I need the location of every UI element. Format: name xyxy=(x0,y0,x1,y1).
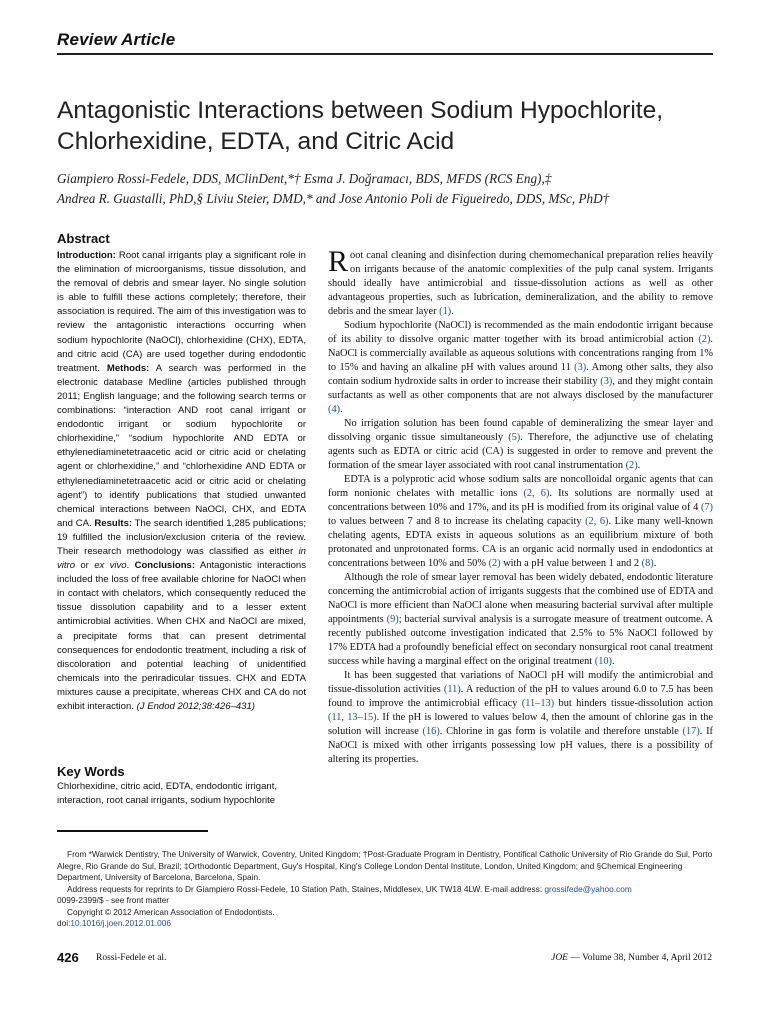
paragraph-text: . Therefore, the adjunctive use of chelating agents such as EDTA or citric acid (CA) is suggested in order to remove and prevent the formation of the smear layer associated with root canal instrumentation xyxy=(328,432,713,471)
journal-info: — Volume 38, Number 4, April 2012 xyxy=(568,953,712,963)
paragraph-text: . NaOCl is commercially available as aqueous solutions with concentrations ranging from 1% to 15% and having an alkaline pH with values around 11 xyxy=(328,334,713,373)
page-number: 426 xyxy=(57,950,79,965)
affiliations-note: From *Warwick Dentistry, The University of Warwick, Coventry, United Kingdom; †Post-Graduate Program in Dentistry, Pontifical Catholic University of Rio Grande do Sul, Porto Alegre, Rio Grande do Sul, Brazil; ‡Orthodontic Department, Guy's Hospital, King's College London Dental Institute, London, United Kingdom; and §Chemical Engineering Department, University of Barcelona, Barcelona, Spain. xyxy=(57,849,713,882)
paragraph-text: . If the pH is lowered to values below 4, then the amount of chlorine gas in the solution will increase xyxy=(328,712,713,737)
conclusions-text: Antagonistic interactions included the loss of free available chlorine for NaOCl when in contact with chelators, which consequently reduced the tissue dissolution capability and to a lesser extent antimicrobial activities. When CHX and NaOCl are mixed, a precipitate forms that can present detrimental consequences for endodontic treatment, including a risk of discoloration and potential leaching of unidentified chemicals into the periradicular tissues. CHX and EDTA mixtures cause a precipitate, whereas CHX and CA do not exhibit interaction. xyxy=(57,560,307,712)
article-title: Antagonistic Interactions between Sodium Hypochlorite, Chlorhexidine, EDTA, and Citric Acid xyxy=(57,97,664,155)
paragraph-text: . Among other salts, they also contain sodium hydroxide salts in order to increase their stability xyxy=(328,362,713,387)
in-vitro-term: in vitro xyxy=(57,545,306,572)
footnote-rule xyxy=(57,830,208,832)
reference-link[interactable]: (11–13) xyxy=(521,698,555,709)
reference-link[interactable]: (8) xyxy=(641,558,654,569)
header-rule xyxy=(57,53,713,55)
running-author: Rossi-Fedele et al. xyxy=(96,953,167,963)
paragraph-text: . Like many well-known chelating agents, EDTA exists in aqueous solutions as an equilibrium mixture of both protonated and unprotonated forms. CA is an organic acid normally used in endodontics at concentrations between 10% and 50% xyxy=(328,516,713,569)
journal-citation: (J Endod 2012;38:426–431) xyxy=(136,701,255,712)
reference-link[interactable]: (4) xyxy=(328,404,341,415)
paragraph-text: . xyxy=(637,460,641,471)
journal-abbrev: JOE xyxy=(551,953,568,963)
keywords-heading: Key Words xyxy=(57,764,125,779)
reference-link[interactable]: (2, 6) xyxy=(523,488,550,499)
paragraph-text: . xyxy=(611,656,615,667)
paragraph-text: . A reduction of the pH to values around 6.0 to 7.5 has been found to improve the antimicrobial efficacy xyxy=(328,684,713,709)
keywords-body: Chlorhexidine, citric acid, EDTA, endodontic irrigant, interaction, root canal irrigants, sodium hypochlorite xyxy=(57,781,278,807)
email-link[interactable]: grossifede@yahoo.com xyxy=(544,883,632,894)
paragraph-6 xyxy=(328,669,713,767)
paragraph-text: Although the role of smear layer removal has been widely debated, endodontic literature concerning the antimicrobial action of irrigants suggests that the combined use of EDTA and NaOCl is more efficient than NaOCl alone when measuring bacterial survival after multiple appointments xyxy=(328,572,713,625)
reference-link[interactable]: (2) xyxy=(698,334,711,345)
paragraph-5 xyxy=(328,571,713,669)
author-list xyxy=(57,169,727,209)
paragraph-text: . xyxy=(653,558,657,569)
reference-link[interactable]: (11, 13–15) xyxy=(328,712,377,723)
reference-link[interactable]: (1) xyxy=(439,306,452,317)
results-label: Results: xyxy=(94,517,133,529)
abstract-body xyxy=(57,249,306,714)
paragraph-text: but hinders tissue-dissolution action xyxy=(554,698,713,709)
reference-link[interactable]: (5) xyxy=(508,432,521,443)
results-period: . xyxy=(126,560,135,572)
paragraph-text: EDTA is a polyprotic acid whose sodium salts are noncolloidal organic agents that can form nonionic chelates with metallic ions xyxy=(328,474,713,499)
reference-link[interactable]: (2) xyxy=(625,460,638,471)
methods-text: A search was performed in the electronic database Medline (articles published through 2011; English language; and the following search terms or combinations: “interaction AND root canal irrigant or endodontic irrigant or sodium hypochlorite or chlorhexidine,” “sodium hypochlorite AND EDTA or ethylenediaminetetraacetic acid or citric acid or chelating agent or chlorhexidine,” and “chlorhexidine AND EDTA or ethylenediaminetetraacetic acid or citric acid or chelating agent”) to identify publications that studied unwanted chemical interactions between NaOCl, CHX, and EDTA and CA. xyxy=(57,362,306,529)
intro-label: Introduction: xyxy=(57,250,116,261)
paragraph-text: . Chlorine in gas form is volatile and therefore unstable xyxy=(439,726,683,737)
author-line-1: Giampiero Rossi-Fedele, DDS, MClinDent,*† Esma J. Doğramacı, BDS, MFDS (RCS Eng),‡ xyxy=(57,171,552,186)
doi-label: doi: xyxy=(57,918,71,928)
reference-link[interactable]: (11) xyxy=(443,684,461,695)
reference-link[interactable]: (10) xyxy=(594,656,612,667)
reference-link[interactable]: (7) xyxy=(700,502,713,513)
address-note xyxy=(57,884,713,896)
paragraph-text: with a pH value between 1 and 2 xyxy=(500,558,642,569)
abstract-heading: Abstract xyxy=(57,231,110,246)
address-text: Address requests for reprints to Dr Giampiero Rossi-Fedele, 10 Station Path, Staines, Middlesex, UK TW18 4LW. E-mail address: xyxy=(67,883,545,894)
methods-label: Methods: xyxy=(106,362,150,374)
doi-note xyxy=(57,918,713,930)
paragraph-text: to values between 7 and 8 to increase its chelating capacity xyxy=(328,516,586,527)
paragraph-3 xyxy=(328,417,713,473)
or-word: or xyxy=(75,560,95,572)
reference-link[interactable]: (16) xyxy=(422,726,440,737)
paragraph-text: . If NaOCl is mixed with other irrigants possessing low pH values, there is a possibility of altering its properties. xyxy=(328,726,713,765)
intro-text: Root canal irrigants play a significant role in the elimination of microorganisms, tissue dissolution, and the removal of debris and smear layer. No single solution is able to fulfill these actions completely; therefore, their association is required. The aim of this investigation was to review the antagonistic interactions occurring when sodium hypochlorite (NaOCl), chlorhexidine (CHX), EDTA, and citric acid (CA) are used together during endodontic treatment. xyxy=(57,250,306,374)
reference-link[interactable]: (3) xyxy=(600,376,613,387)
doi-link[interactable]: 10.1016/j.joen.2012.01.006 xyxy=(70,918,171,928)
reference-link[interactable]: (2, 6) xyxy=(585,516,609,527)
reference-link[interactable]: (3) xyxy=(574,362,587,373)
author-line-2: Andrea R. Guastalli, PhD,§ Liviu Steier, DMD,* and Jose Antonio Poli de Figueiredo, DDS, MSc, PhD† xyxy=(57,191,610,206)
drop-cap: R xyxy=(328,245,349,278)
reference-link[interactable]: (9) xyxy=(386,614,399,625)
ex-vivo-term: ex vivo xyxy=(94,560,127,572)
reference-link[interactable]: (17) xyxy=(682,726,700,737)
paragraph-text: Sodium hypochlorite (NaOCl) is recommended as the main endodontic irrigant because of its ability to dissolve organic matter together with its broad antimicrobial action xyxy=(328,320,713,345)
reference-link[interactable]: (2) xyxy=(488,558,501,569)
footnotes xyxy=(57,849,713,930)
paragraph-text: It has been suggested that variations of NaOCl pH will modify the antimicrobial and tissue-dissolution activities xyxy=(328,670,713,695)
body-text xyxy=(328,245,713,767)
paragraph-text: . xyxy=(451,306,454,317)
paragraph-text: No irrigation solution has been found capable of demineralizing the smear layer and dissolving organic tissue simultaneously xyxy=(328,418,713,443)
section-label: Review Article xyxy=(57,30,176,49)
paragraph-text: ; bacterial survival analysis is a surrogate measure of treatment outcome. A recently published outcome investigation indicated that 2.5% to 5% NaOCl followed by 17% EDTA had a profoundly beneficial effect on secondary nonsurgical root canal treatment success while having a marginal effect on the original treatment xyxy=(328,614,713,667)
paragraph-4 xyxy=(328,473,713,571)
paragraph-text: oot canal cleaning and disinfection during chemomechanical preparation relies heavily on irrigants because of the anatomic complexities of the pulp canal system. Irrigants should ideally have antimicrobial and tissue-dissolution actions as well as other advantageous properties, such as lubrication, demineralization, and the ability to remove debris and the smear layer xyxy=(328,250,713,317)
paragraph-text: . Its solutions are normally used at concentrations between 10% and 17%, and its pH is modified from its original value of 4 xyxy=(328,488,713,513)
paragraph-text: . xyxy=(340,404,343,415)
copyright-note: Copyright © 2012 American Association of Endodontists. xyxy=(67,906,275,917)
running-journal xyxy=(551,953,712,963)
paragraph-2 xyxy=(328,319,713,417)
conclusions-label: Conclusions: xyxy=(134,560,196,572)
paragraph-1 xyxy=(328,245,713,319)
paragraph-text: , and they might contain surfactants as well as other components that are not always disclosed by the manufacturer xyxy=(328,376,713,401)
results-text: The search identified 1,285 publications; 19 fulfilled the inclusion/exclusion criteria of the review. Their research methodology was classified as either xyxy=(57,517,307,557)
issn-note: 0099-2399/$ - see front matter xyxy=(57,895,170,905)
